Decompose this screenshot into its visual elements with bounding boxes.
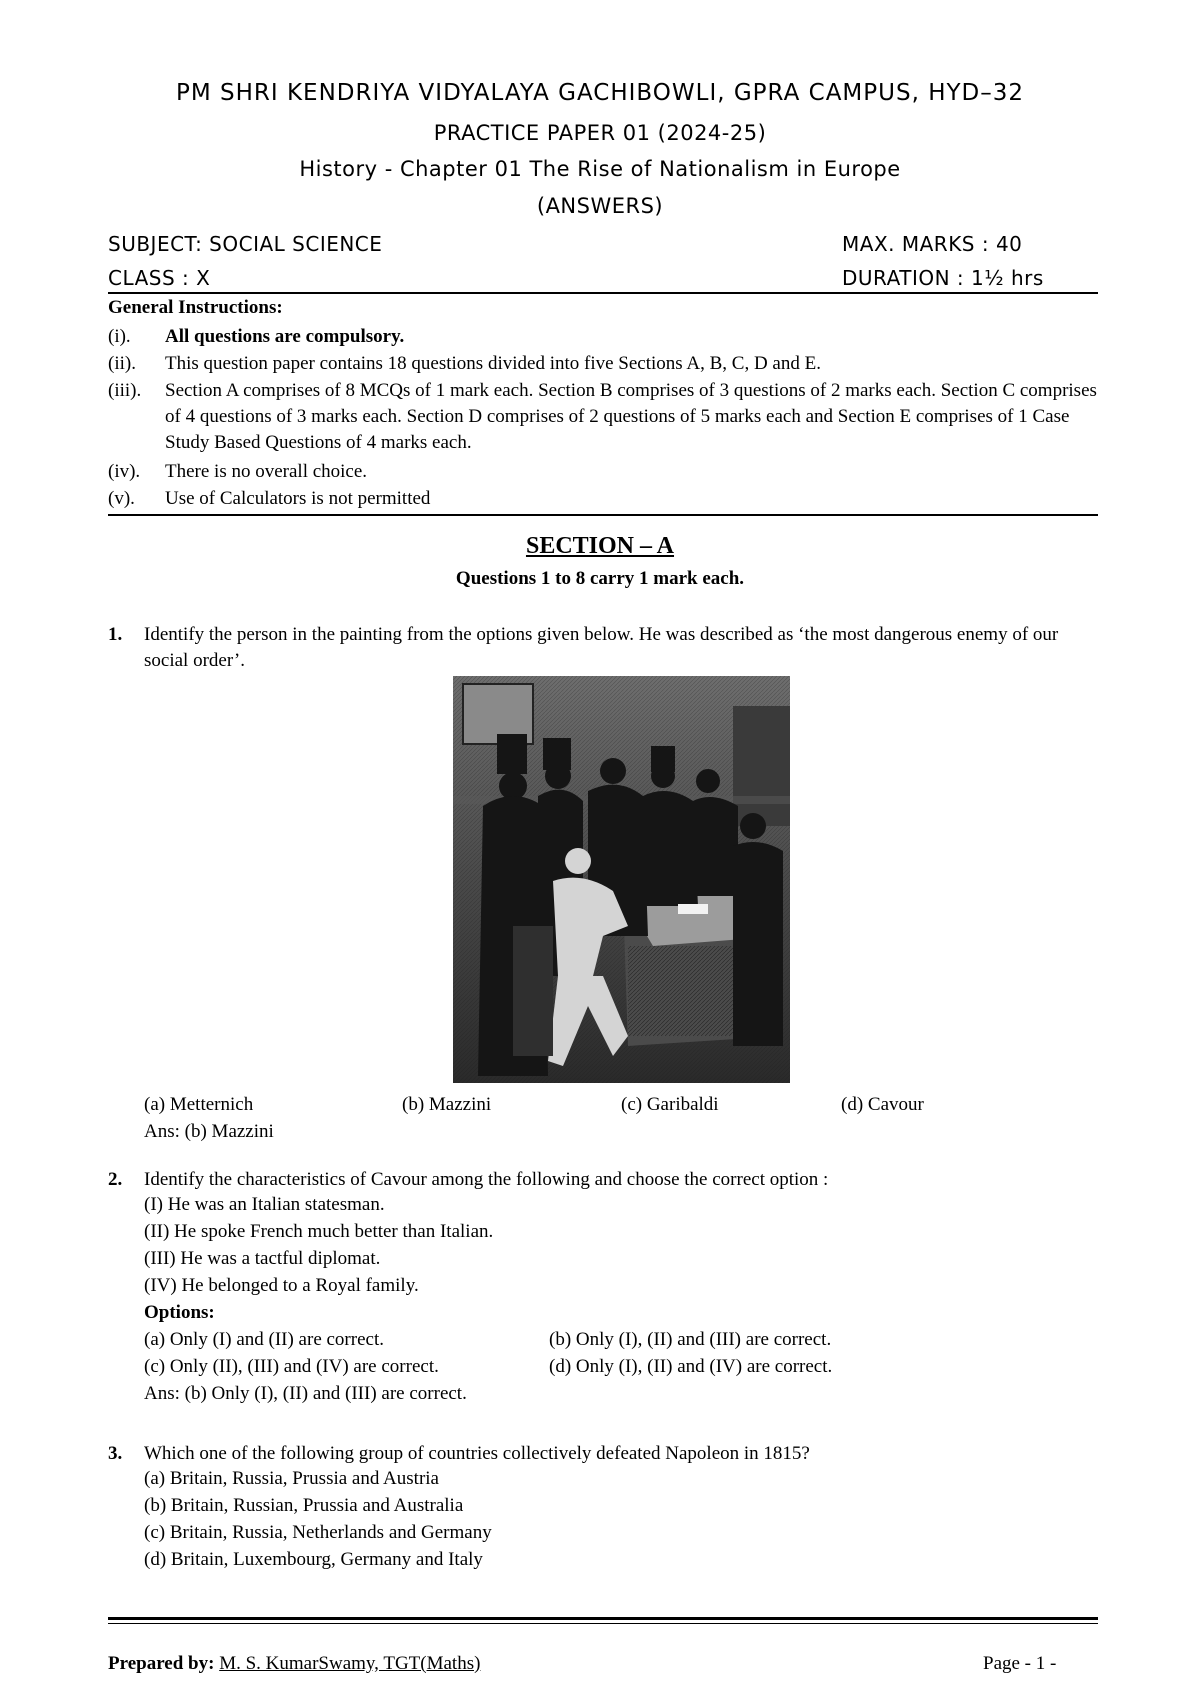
q1-option: (c) Garibaldi bbox=[621, 1094, 719, 1115]
header-divider bbox=[108, 292, 1098, 294]
instruction-item bbox=[108, 351, 1103, 377]
school-name: PM SHRI KENDRIYA VIDYALAYA GACHIBOWLI, GPRA CAMPUS, HYD–32 bbox=[175, 80, 1025, 106]
question-number: 2. bbox=[108, 1169, 123, 1190]
chapter-title: History - Chapter 01 The Rise of Nationalism in Europe bbox=[299, 157, 901, 181]
duration-label: DURATION : 1½ hrs bbox=[842, 266, 1044, 290]
instructions-divider bbox=[108, 514, 1098, 516]
section-subtitle: Questions 1 to 8 carry 1 mark each. bbox=[455, 568, 745, 589]
q2-option: (a) Only (I) and (II) are correct. bbox=[144, 1329, 384, 1350]
instruction-text: This question paper contains 18 questions divided into five Sections A, B, C, D and E. bbox=[165, 353, 821, 374]
instruction-text: Section A comprises of 8 MCQs of 1 mark each. Section B comprises of 3 questions of 2 marks each. Section C comprises of 4 questions of 3 marks each. Section D comprises of 2 questions of 5 marks each and Section E comprises of 1 Case Study Based Questions of 4 marks each. bbox=[165, 380, 1097, 453]
q1-option: (b) Mazzini bbox=[402, 1094, 492, 1115]
q2-statement: (III) He was a tactful diplomat. bbox=[144, 1248, 381, 1269]
question-text: Identify the characteristics of Cavour among the following and choose the correct option : bbox=[144, 1169, 829, 1190]
footer-divider-thin bbox=[108, 1623, 1098, 1624]
subject-label: SUBJECT: SOCIAL SCIENCE bbox=[108, 232, 383, 256]
question-1 bbox=[108, 622, 1103, 674]
q2-option: (c) Only (II), (III) and (IV) are correct. bbox=[144, 1356, 439, 1377]
q2-statement: (I) He was an Italian statesman. bbox=[144, 1194, 385, 1215]
q2-option: (b) Only (I), (II) and (III) are correct. bbox=[549, 1329, 832, 1350]
paper-title: PRACTICE PAPER 01 (2024-25) bbox=[433, 121, 767, 145]
instruction-number: (i). bbox=[108, 326, 131, 347]
question-2 bbox=[108, 1167, 1103, 1193]
prepared-label: Prepared by: bbox=[108, 1653, 215, 1674]
instruction-number: (iii). bbox=[108, 380, 142, 401]
footer-divider bbox=[108, 1617, 1098, 1620]
footer-prepared bbox=[108, 1653, 480, 1675]
question-3 bbox=[108, 1441, 1103, 1467]
question-text: Identify the person in the painting from the options given below. He was described as ‘the most dangerous enemy of our social order’. bbox=[144, 624, 1059, 671]
question-number: 1. bbox=[108, 624, 123, 645]
instruction-text: Use of Calculators is not permitted bbox=[165, 488, 431, 509]
class-label: CLASS : X bbox=[108, 266, 211, 290]
instruction-item bbox=[108, 459, 1103, 485]
instruction-item bbox=[108, 324, 1103, 350]
instruction-item bbox=[108, 486, 1103, 512]
page-number: Page - 1 - bbox=[983, 1653, 1057, 1674]
q3-option: (d) Britain, Luxembourg, Germany and Italy bbox=[144, 1549, 483, 1570]
question-number: 3. bbox=[108, 1443, 123, 1464]
q3-option: (b) Britain, Russian, Prussia and Australia bbox=[144, 1495, 464, 1516]
q2-statement: (IV) He belonged to a Royal family. bbox=[144, 1275, 419, 1296]
question-text: Which one of the following group of countries collectively defeated Napoleon in 1815? bbox=[144, 1443, 810, 1464]
instruction-text: All questions are compulsory. bbox=[165, 326, 405, 347]
instructions-title: General Instructions: bbox=[108, 297, 283, 318]
instruction-number: (ii). bbox=[108, 353, 136, 374]
painting-image bbox=[453, 676, 790, 1083]
q3-option: (c) Britain, Russia, Netherlands and Germany bbox=[144, 1522, 492, 1543]
q2-option: (d) Only (I), (II) and (IV) are correct. bbox=[549, 1356, 833, 1377]
instruction-item bbox=[108, 378, 1103, 456]
q1-option: (d) Cavour bbox=[841, 1094, 924, 1115]
q1-option: (a) Metternich bbox=[144, 1094, 254, 1115]
q2-answer: Ans: (b) Only (I), (II) and (III) are correct. bbox=[144, 1383, 467, 1404]
prepared-by: M. S. KumarSwamy, TGT(Maths) bbox=[219, 1653, 481, 1674]
max-marks-label: MAX. MARKS : 40 bbox=[842, 232, 1023, 256]
instruction-number: (iv). bbox=[108, 461, 141, 482]
instruction-text: There is no overall choice. bbox=[165, 461, 368, 482]
q3-option: (a) Britain, Russia, Prussia and Austria bbox=[144, 1468, 439, 1489]
instruction-number: (v). bbox=[108, 488, 135, 509]
q1-answer: Ans: (b) Mazzini bbox=[144, 1121, 274, 1142]
q2-options-label: Options: bbox=[144, 1302, 215, 1323]
answers-label: (ANSWERS) bbox=[536, 194, 664, 218]
q2-statement: (II) He spoke French much better than Italian. bbox=[144, 1221, 494, 1242]
section-title: SECTION – A bbox=[525, 533, 675, 559]
